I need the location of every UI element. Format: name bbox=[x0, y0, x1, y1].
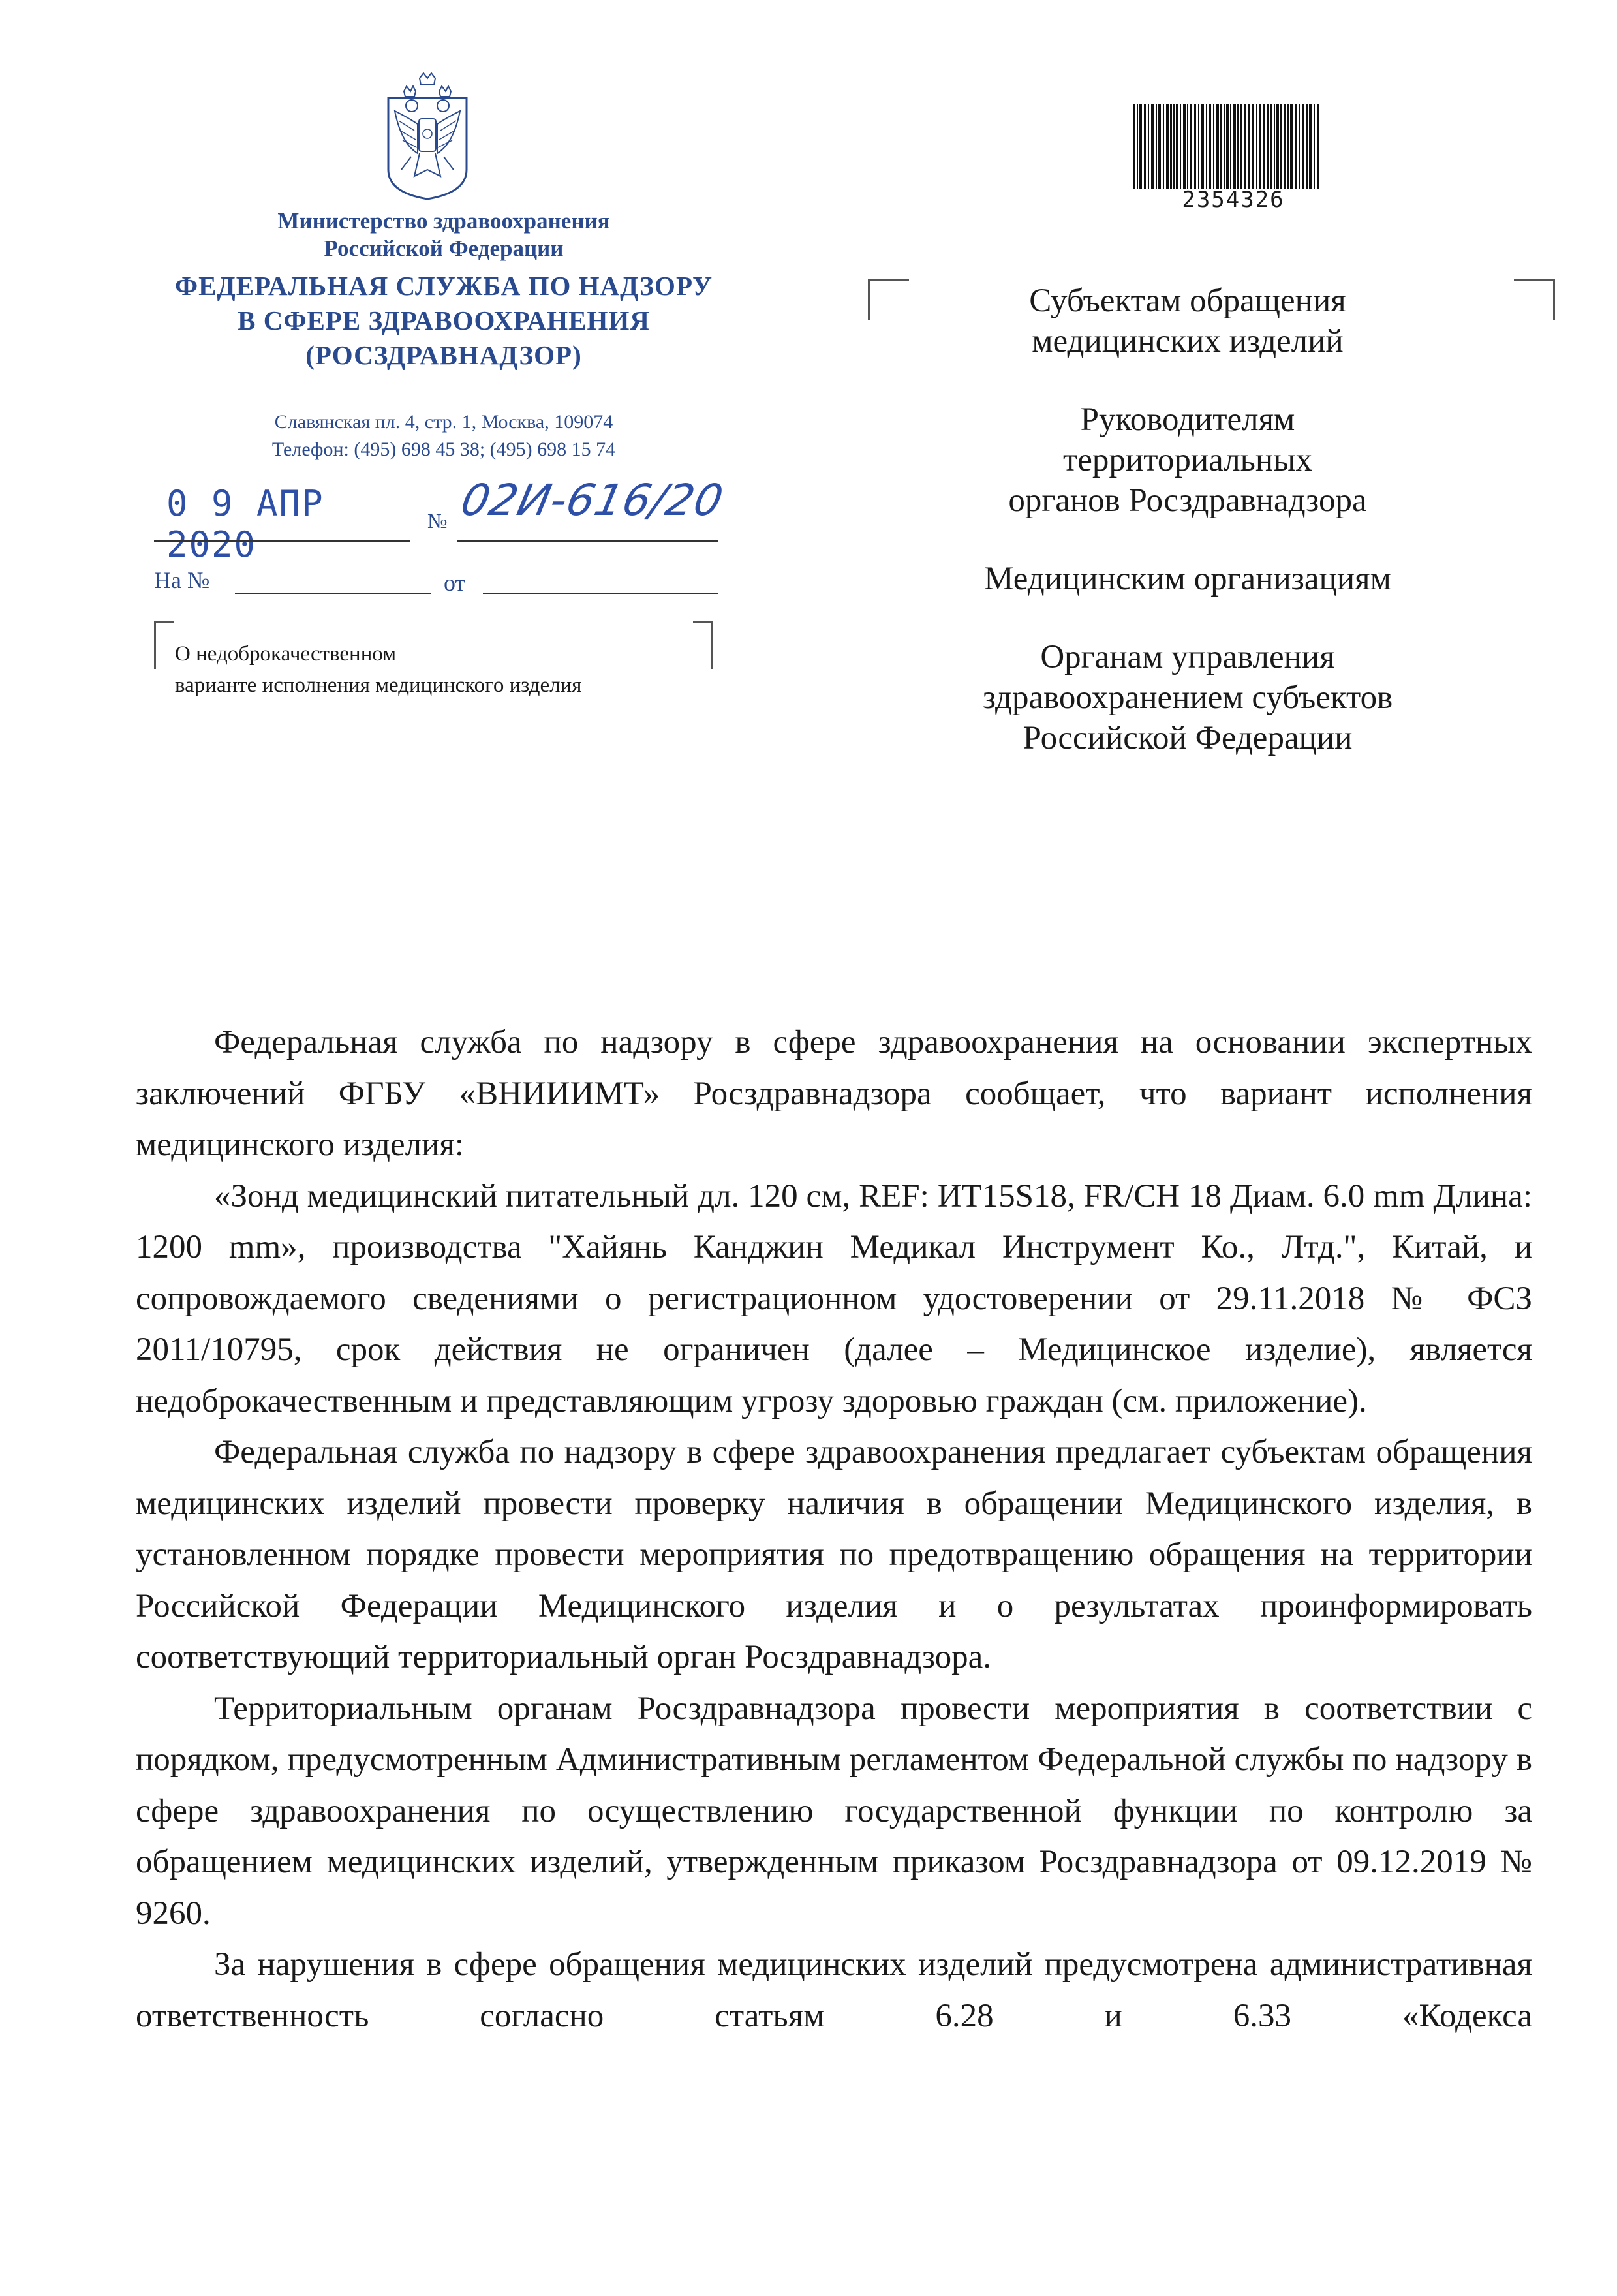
body-paragraph: Территориальным органам Росздравнадзора провести мероприятия в соответствии с порядком, предусмотренным Административным регламентом Федеральной службы по надзору в сфере здравоохранения по осуществлению государственной функции по контролю за обращением медицинских изделий, утвержденным приказом Росздравнадзора от 09.12.2019 № 9260. bbox=[136, 1690, 1532, 1932]
barcode-bar bbox=[1237, 104, 1239, 189]
barcode-bar bbox=[1280, 104, 1282, 189]
addressee-block bbox=[901, 281, 1475, 796]
barcode-bar bbox=[1276, 104, 1279, 189]
addressee-line: медицинских изделий bbox=[1032, 323, 1344, 360]
barcode-bar bbox=[1284, 104, 1286, 189]
barcode-bar bbox=[1295, 104, 1297, 189]
barcode-bar bbox=[1180, 104, 1181, 189]
barcode-bar bbox=[1158, 104, 1161, 189]
number-underline bbox=[457, 540, 718, 542]
address-line: Славянская пл. 4, стр. 1, Москва, 109074 bbox=[274, 411, 613, 433]
barcode-bar bbox=[1256, 104, 1257, 189]
service-line: В СФЕРЕ ЗДРАВООХРАНЕНИЯ bbox=[238, 305, 650, 335]
barcode-bar bbox=[1230, 104, 1231, 189]
addressee-line: Субъектам обращения bbox=[1029, 283, 1346, 319]
addressee-line: территориальных bbox=[1063, 442, 1312, 478]
barcode-bar bbox=[1209, 104, 1211, 189]
addressee-line: органов Росздравнадзора bbox=[1008, 482, 1367, 519]
barcode-bar bbox=[1267, 104, 1269, 189]
number-label: № bbox=[427, 509, 448, 533]
addressee-line: Российской Федерации bbox=[1023, 720, 1353, 756]
barcode-bar bbox=[1216, 104, 1219, 189]
letter-body bbox=[136, 1017, 1532, 2041]
body-paragraph: Федеральная служба по надзору в сфере здравоохранения предлагает субъектам обращения медицинских изделий провести проверку наличия в обращении Медицинского изделия, в установленном порядке провести мероприятия по предотвращению обращения на территории Российской Федерации Медицинского изделия и о результатах проинформировать соответствующий территориальный орган Росздравнадзора. bbox=[136, 1434, 1532, 1675]
barcode-bar bbox=[1244, 104, 1246, 189]
barcode-bar bbox=[1302, 104, 1304, 189]
barcode-bar bbox=[1148, 104, 1149, 189]
barcode-bar bbox=[1220, 104, 1222, 189]
barcode-bar bbox=[1166, 104, 1169, 189]
barcode-bar bbox=[1226, 104, 1229, 189]
barcode-bar bbox=[1299, 104, 1300, 189]
barcode-bar bbox=[1176, 104, 1178, 189]
service-line: (РОСЗДРАВНАДЗОР) bbox=[305, 340, 582, 370]
addressee-group bbox=[901, 281, 1475, 362]
barcode-bar bbox=[1163, 104, 1164, 189]
body-paragraph: «Зонд медицинский питательный дл. 120 см, REF: ИТ15S18, FR/CH 18 Диам. 6.0 mm Длина: 1200 mm», производства "Хайянь Канджин Медикал Инструмент Ко., Лтд.", Китай, и сопровождаемого сведениями о регистрационном удостоверении от 29.11.2018 № ФСЗ 2011/10795, срок действия не ограничен (далее – Медицинское изделие), является недоброкачественным и представляющим угрозу здоровью граждан (см. приложение). bbox=[136, 1177, 1532, 1419]
addressee-line: здравоохранением субъектов bbox=[982, 679, 1393, 716]
ministry-line: Российской Федерации bbox=[324, 236, 564, 261]
addressee-line: Медицинским организациям bbox=[984, 561, 1391, 597]
barcode-bar bbox=[1317, 104, 1319, 189]
barcode-bar bbox=[1287, 104, 1289, 189]
barcode-number: 2354326 bbox=[1182, 187, 1285, 213]
barcode-bar bbox=[1224, 104, 1225, 189]
service-address bbox=[150, 409, 737, 463]
barcode-bar bbox=[1183, 104, 1186, 189]
subject-line: О недоброкачественном bbox=[175, 642, 397, 666]
addressee-group bbox=[901, 399, 1475, 521]
barcode-bar bbox=[1233, 104, 1236, 189]
addressee-group bbox=[901, 559, 1475, 599]
subject-line: варианте исполнения медицинского изделия bbox=[175, 674, 582, 697]
barcode-bar bbox=[1137, 104, 1138, 189]
barcode-bar bbox=[1173, 104, 1175, 189]
barcode-bar bbox=[1270, 104, 1272, 189]
ministry-line: Министерство здравоохранения bbox=[277, 208, 610, 234]
outgoing-number-handwritten: 02И-616/20 bbox=[456, 475, 728, 525]
coat-of-arms-icon bbox=[382, 72, 473, 202]
addressee-line: Органам управления bbox=[1040, 639, 1335, 675]
reference-number-blank bbox=[235, 593, 431, 594]
outgoing-date-stamp: 0 9 АПР 2020 bbox=[166, 483, 324, 565]
barcode-bar bbox=[1248, 104, 1250, 189]
barcode-bar bbox=[1263, 104, 1265, 189]
date-underline bbox=[154, 540, 410, 542]
barcode-bar bbox=[1274, 104, 1275, 189]
barcode-bar bbox=[1201, 104, 1204, 189]
barcode-bar bbox=[1213, 104, 1214, 189]
ministry-name bbox=[150, 208, 737, 262]
barcode-bar bbox=[1314, 104, 1315, 189]
letter-subject bbox=[175, 638, 710, 701]
reference-number-label: На № bbox=[154, 567, 210, 593]
subject-bracket-left bbox=[154, 621, 174, 669]
barcode-bar bbox=[1252, 104, 1254, 189]
barcode-bar bbox=[1306, 104, 1308, 189]
addressee-group bbox=[901, 637, 1475, 758]
barcode-bar bbox=[1133, 104, 1135, 189]
reference-date-label: от bbox=[444, 570, 466, 596]
barcode-bar bbox=[1151, 104, 1154, 189]
barcode-bar bbox=[1190, 104, 1192, 189]
service-line: ФЕДЕРАЛЬНАЯ СЛУЖБА ПО НАДЗОРУ bbox=[174, 271, 713, 301]
barcode bbox=[1130, 104, 1326, 189]
phone-line: Телефон: (495) 698 45 38; (495) 698 15 74 bbox=[271, 439, 616, 460]
body-paragraph: За нарушения в сфере обращения медицинских изделий предусмотрена административная ответственность согласно статьям 6.28 и 6.33 «Кодекса bbox=[136, 1946, 1532, 2034]
barcode-bar bbox=[1240, 104, 1242, 189]
barcode-bar bbox=[1139, 104, 1142, 189]
barcode-bar bbox=[1290, 104, 1293, 189]
barcode-bar bbox=[1259, 104, 1261, 189]
barcode-bar bbox=[1206, 104, 1207, 189]
addressee-line: Руководителям bbox=[1080, 401, 1295, 438]
barcode-bar bbox=[1309, 104, 1312, 189]
barcode-bar bbox=[1198, 104, 1199, 189]
reference-date-blank bbox=[483, 593, 718, 594]
barcode-bar bbox=[1156, 104, 1157, 189]
barcode-bar bbox=[1194, 104, 1196, 189]
barcode-bar bbox=[1144, 104, 1146, 189]
addressee-bracket-right bbox=[1514, 279, 1555, 320]
barcode-bar bbox=[1187, 104, 1188, 189]
body-paragraph: Федеральная служба по надзору в сфере здравоохранения на основании экспертных заключений ФГБУ «ВНИИИМТ» Росздравнадзора сообщает, что вариант исполнения медицинского изделия: bbox=[136, 1024, 1532, 1163]
service-name bbox=[137, 269, 750, 373]
barcode-bar bbox=[1170, 104, 1172, 189]
